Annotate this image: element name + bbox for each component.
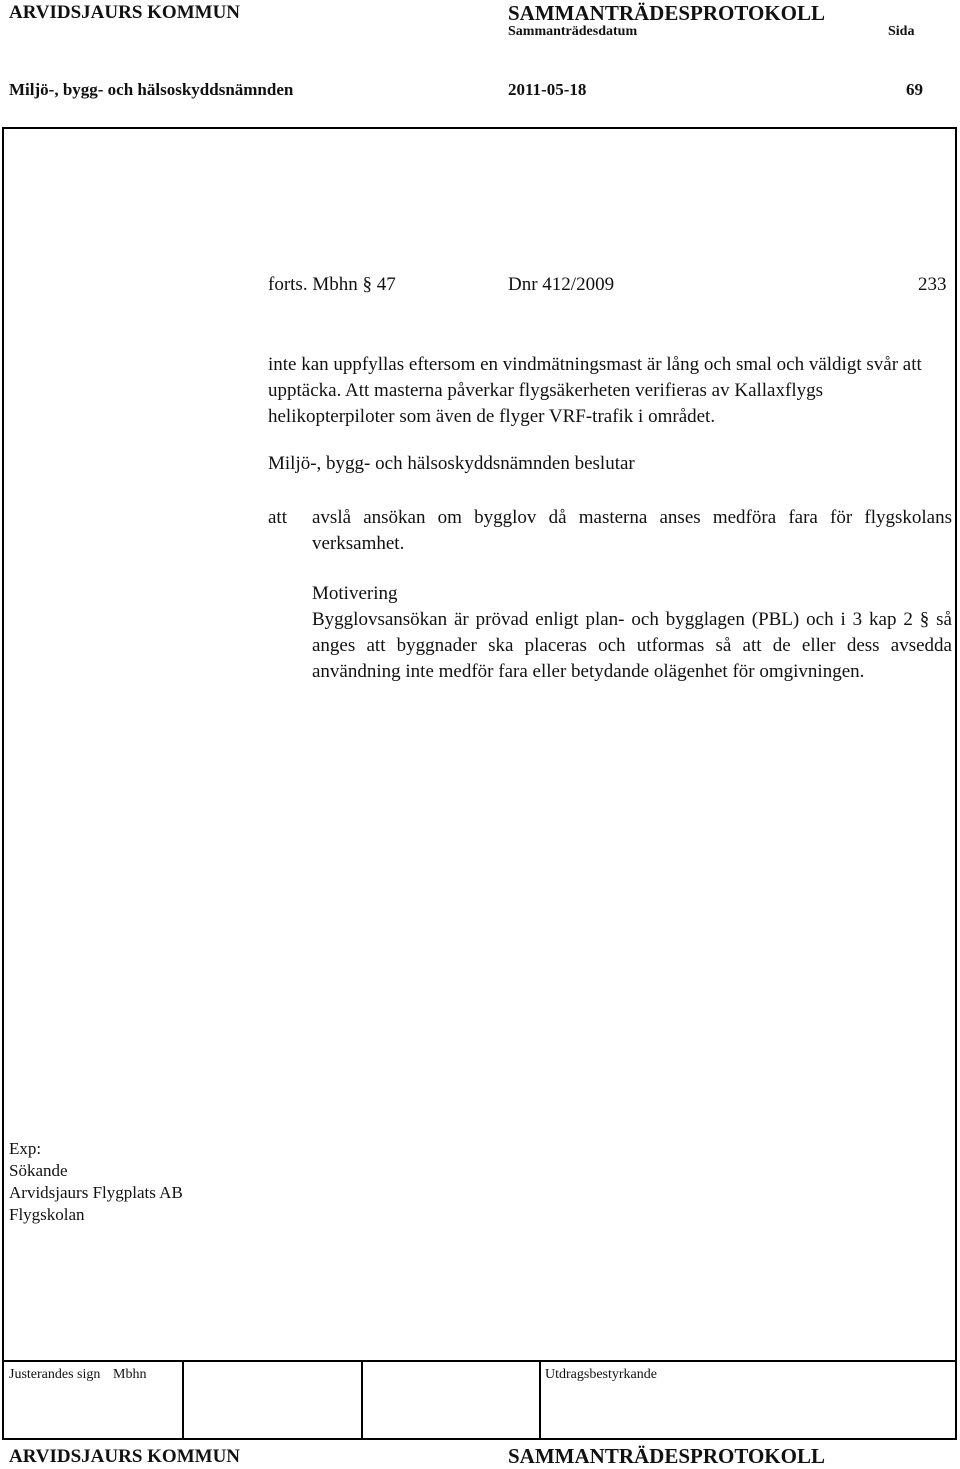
motivation-text: Bygglovsansökan är prövad enligt plan- och bygglagen (PBL) och i 3 kap 2 § så anges att byggnader ska placeras och utformas så att de eller dess avsedda användning inte medför fara eller betydande olägenhet för omgivningen.: [312, 609, 952, 682]
header-protocol-title: SAMMANTRÄDESPROTOKOLL: [508, 1, 825, 25]
footer-certified-label: Utdragsbestyrkande: [545, 1367, 657, 1382]
distribution-recipient: Flygskolan: [9, 1205, 85, 1224]
case-reference: forts. Mbhn § 47: [268, 274, 396, 295]
distribution-recipient: Sökande: [9, 1161, 68, 1180]
motivation-heading: Motivering: [312, 583, 398, 604]
footer-divider: [539, 1362, 541, 1438]
decision-heading: Miljö-, bygg- och hälsoskyddsnämnden beslutar: [268, 453, 635, 474]
footer-protocol-title: SAMMANTRÄDESPROTOKOLL: [508, 1444, 825, 1468]
footer-divider: [361, 1362, 363, 1438]
distribution-heading: Exp:: [9, 1139, 42, 1158]
distribution-recipient: Arvidsjaurs Flygplats AB: [9, 1183, 183, 1202]
distribution-list: [9, 1138, 183, 1226]
decision-text: avslå ansökan om bygglov då masterna anses medföra fara för flygskolans verksamhet.: [312, 507, 952, 554]
footer-organization: ARVIDSJAURS KOMMUN: [9, 1446, 241, 1467]
footer-sign-body: Mbhn: [113, 1367, 147, 1382]
header-page-label: Sida: [888, 24, 915, 39]
header-organization: ARVIDSJAURS KOMMUN: [9, 2, 241, 23]
footer-sign-label: Justerandes sign: [9, 1367, 101, 1382]
att-label: att: [268, 507, 287, 528]
case-number: 233: [918, 274, 947, 295]
body-paragraph: inte kan uppfyllas eftersom en vindmätningsmast är lång och smal och väldigt svår att upptäcka. Att masterna påverkar flygsäkerheten verifieras av Kallaxflygs helikopterpiloter som även de flyger VRF-trafik i området.: [268, 354, 922, 427]
header-board-name: Miljö-, bygg- och hälsoskyddsnämnden: [9, 80, 294, 99]
header-meeting-date: 2011-05-18: [508, 80, 587, 99]
header-date-label: Sammanträdesdatum: [508, 24, 638, 39]
footer-divider: [182, 1362, 184, 1438]
case-dnr: Dnr 412/2009: [508, 274, 615, 295]
header-page-number: 69: [906, 80, 923, 99]
